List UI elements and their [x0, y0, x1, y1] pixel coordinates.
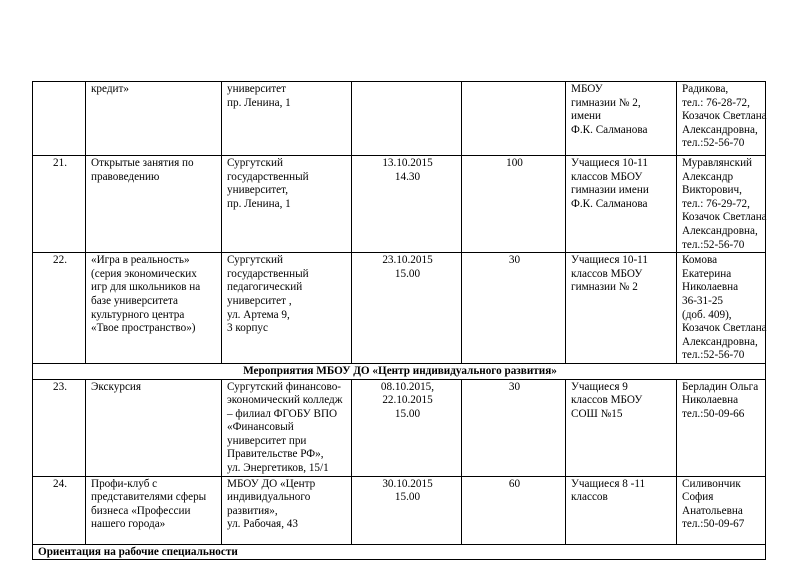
contacts-line: Николаевна [682, 394, 739, 407]
participants-line: Ф.К. Салманова [571, 123, 648, 136]
event-place-line: – филиал ФГОБУ ВПО [227, 407, 338, 420]
event-date-line: 08.10.2015, [380, 380, 435, 393]
participants-line: классов [571, 491, 608, 504]
row-number: 21. [33, 156, 86, 253]
event-place-line: университет, [227, 184, 288, 197]
contacts [677, 253, 766, 364]
event-date-line: 30.10.2015 [382, 477, 433, 490]
contacts-line: Муравлянский [682, 157, 753, 169]
event-name-line: базе университета [91, 294, 178, 307]
contacts-line: Александровна, [682, 224, 758, 237]
event-place-line: экономический колледж [227, 394, 343, 407]
participant-count: 30 [462, 253, 566, 364]
event-name-line: «Игра в реальность» [91, 254, 190, 267]
participants [566, 476, 677, 544]
contacts-line: Александровна, [682, 123, 758, 136]
event-date-line: 15.00 [394, 491, 421, 504]
participants-line: гимназии № 2 [571, 281, 638, 294]
event-place-line: индивидуального [227, 491, 311, 504]
contacts-line: Александровна, [682, 335, 758, 348]
table-row [33, 253, 766, 364]
table-row [33, 379, 766, 476]
event-name [86, 253, 222, 364]
participants-line: имени [571, 110, 602, 123]
row-number [33, 82, 86, 156]
event-place [222, 379, 352, 476]
participants [566, 253, 677, 364]
contacts-line: София [682, 491, 714, 504]
event-place-line: МБОУ ДО «Центр [227, 477, 316, 490]
participants-line: Ф.К. Салманова [571, 197, 648, 210]
participants-line: классов МБОУ [571, 267, 643, 280]
participants-line: МБОУ [571, 83, 603, 95]
event-name-line: представителями сферы [91, 491, 207, 504]
section-title: Мероприятия МБОУ ДО «Центр индивидуального развития» [33, 363, 766, 379]
participants-line: Учащиеся 10-11 [571, 157, 648, 169]
table-row [33, 156, 766, 253]
event-date-line: 14.30 [394, 170, 421, 183]
participants-line: классов МБОУ [571, 394, 643, 407]
event-date [352, 156, 462, 253]
event-place-line: Сургутский [227, 157, 283, 169]
row-number: 22. [33, 253, 86, 364]
section-title: Ориентация на рабочие специальности [33, 544, 766, 560]
contacts-line: тел.: 76-29-72, [682, 197, 750, 210]
participant-count: 30 [462, 379, 566, 476]
event-place [222, 253, 352, 364]
event-name-line: культурного центра [91, 308, 185, 321]
event-date-line: 15.00 [394, 407, 421, 420]
row-number: 24. [33, 476, 86, 544]
contacts [677, 379, 766, 476]
contacts-line: Берладин Ольга [682, 380, 759, 393]
event-name-line: «Твое пространство») [91, 322, 196, 335]
participants [566, 156, 677, 253]
event-place-line: университет , [227, 294, 292, 307]
events-table [32, 81, 766, 560]
event-name [86, 379, 222, 476]
event-name [86, 156, 222, 253]
contacts-line: (доб. 409), [682, 308, 732, 321]
event-name-line: нашего города» [91, 518, 166, 531]
event-place-line: «Финансовый [227, 421, 294, 434]
contacts [677, 156, 766, 253]
contacts [677, 82, 766, 156]
event-place-line: университет [227, 83, 287, 95]
event-name-line: Профи-клуб с [91, 477, 158, 490]
participants-line: Учащиеся 8 -11 [571, 477, 646, 490]
section-row [33, 544, 766, 560]
participants-line: классов МБОУ [571, 170, 643, 183]
event-place-line: Сургутский [227, 254, 283, 267]
contacts-line: Николаевна [682, 281, 739, 294]
event-place [222, 82, 352, 156]
event-name-line: (серия экономических [91, 267, 197, 280]
event-place [222, 476, 352, 544]
event-place-line: пр. Ленина, 1 [227, 96, 291, 109]
event-place-line: ул. Рабочая, 43 [227, 518, 298, 531]
event-place-line: Правительстве РФ», [227, 448, 324, 461]
event-date-line: 22.10.2015 [382, 394, 433, 407]
participant-count [462, 82, 566, 156]
event-place-line: развития», [227, 504, 278, 517]
contacts-line: Силивончик [682, 477, 741, 490]
contacts-line: тел.:52-56-70 [682, 349, 745, 362]
event-name-line: бизнеса «Профессии [91, 504, 191, 517]
event-date [352, 476, 462, 544]
contacts-line: тел.:52-56-70 [682, 238, 745, 251]
contacts-line: Викторович, [682, 184, 742, 197]
contacts-line: Козачок Светлана [682, 211, 767, 224]
contacts-line: 36-31-25 [682, 294, 724, 307]
row-number: 23. [33, 379, 86, 476]
contacts-line: Радикова, [682, 83, 729, 95]
contacts-line: тел.:50-09-66 [682, 407, 745, 420]
contacts-line: Екатерина [682, 267, 732, 280]
event-name-line: кредит» [91, 83, 130, 95]
contacts-line: Комова [682, 254, 718, 267]
event-place [222, 156, 352, 253]
event-date-line: 23.10.2015 [382, 254, 433, 267]
event-date [352, 379, 462, 476]
event-name [86, 476, 222, 544]
event-place-line: Сургутский финансово- [227, 380, 342, 393]
event-place-line: государственный [227, 267, 309, 280]
contacts-line: Козачок Светлана [682, 322, 767, 335]
participants [566, 379, 677, 476]
participants-line: СОШ №15 [571, 407, 623, 420]
table-row [33, 476, 766, 544]
contacts-line: Александр [682, 170, 734, 183]
contacts-line: тел.:52-56-70 [682, 137, 745, 150]
event-place-line: государственный [227, 170, 309, 183]
participants-line: Учащиеся 10-11 [571, 254, 648, 267]
event-place-line: университет при [227, 434, 307, 447]
table-row [33, 82, 766, 156]
event-place-line: педагогический [227, 281, 303, 294]
event-place-line: пр. Ленина, 1 [227, 197, 291, 210]
section-row [33, 363, 766, 379]
contacts [677, 476, 766, 544]
event-place-line: ул. Энергетиков, 15/1 [227, 462, 329, 475]
participants-line: Учащиеся 9 [571, 380, 628, 393]
event-place-line: ул. Артема 9, [227, 308, 290, 321]
participant-count: 60 [462, 476, 566, 544]
participants-line: гимназии № 2, [571, 96, 641, 109]
event-date [352, 82, 462, 156]
event-name-line: Экскурсия [91, 380, 142, 393]
contacts-line: Анатольевна [682, 504, 743, 517]
contacts-line: тел.:50-09-67 [682, 518, 745, 531]
event-date-line: 15.00 [394, 267, 421, 280]
event-name [86, 82, 222, 156]
event-place-line: 3 корпус [227, 322, 268, 335]
contacts-line: Козачок Светлана [682, 110, 767, 123]
event-name-line: Открытые занятия по [91, 157, 194, 169]
participant-count: 100 [462, 156, 566, 253]
participants [566, 82, 677, 156]
event-name-line: игр для школьников на [91, 281, 201, 294]
event-date-line: 13.10.2015 [382, 157, 433, 169]
participants-line: гимназии имени [571, 184, 649, 197]
event-name-line: правоведению [91, 170, 160, 183]
contacts-line: тел.: 76-28-72, [682, 96, 750, 109]
event-date [352, 253, 462, 364]
